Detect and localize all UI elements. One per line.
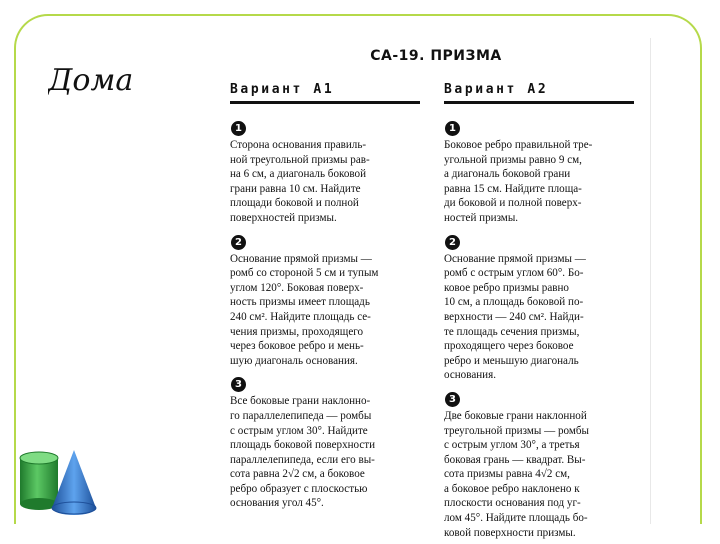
variant-a2-column [444, 82, 634, 544]
cylinder-and-cone-icon [12, 448, 112, 516]
task-text: Сторона основания правиль- ной треугольной призмы рав- на 6 см, а диагональ боковой грани равна 10 см. Найдите площади боковой и полной поверхностей призмы. [230, 139, 370, 224]
variant-a1-column [230, 82, 420, 515]
task-text: Боковое ребро правильной тре- угольной призмы равно 9 см, а диагональ боковой грани равна 15 см. Найдите площа- ди боковой и полной поверх- ностей призмы. [444, 139, 593, 224]
variant-a1-heading: Вариант А1 [230, 82, 420, 104]
task-number-badge: 1 [445, 121, 460, 136]
task-text: Основание прямой призмы — ромб со стороной 5 см и тупым углом 120°. Боковая поверх- ность призмы имеет площадь 240 см². Найдите площадь се- чения призмы, проходящего через боковое ребро и мень- шую диагональ основания. [230, 252, 379, 367]
handwritten-doma-label [48, 52, 148, 108]
task-block [230, 230, 420, 369]
task-block [230, 116, 420, 226]
task-number-badge: 2 [231, 235, 246, 250]
task-block [444, 230, 634, 383]
worksheet-page [222, 38, 650, 539]
worksheet-title: СА-19. ПРИЗМА [370, 48, 502, 64]
task-number-badge: 2 [445, 235, 460, 250]
cylinder-icon [20, 452, 58, 510]
task-text: Две боковые грани наклонной треугольной призмы — ромбы с острым углом 30°, а третья боковая грань — квадрат. Вы- сота призмы равна 4√2 см, а боковое ребро наклонено к плоскости основания под уг- лом 45°. Найдите площадь бо- ковой поверхности призмы. [444, 409, 589, 539]
task-number-badge: 1 [231, 121, 246, 136]
task-number-badge: 3 [445, 392, 460, 407]
svg-text:Дома: Дома [48, 63, 134, 98]
task-block [230, 372, 420, 511]
task-text: Все боковые грани наклонно- го параллелепипеда — ромбы с острым углом 30°. Найдите площадь боковой поверхности параллелепипеда, если его вы- сота равна 2√2 см, а боковое ребро образует с плоскостью основания угол 45°. [230, 395, 376, 510]
variant-a2-heading: Вариант А2 [444, 82, 634, 104]
cone-icon [52, 450, 96, 515]
task-number-badge: 3 [231, 377, 246, 392]
task-block [444, 387, 634, 540]
task-text: Основание прямой призмы — ромб с острым углом 60°. Бо- ковое ребро призмы равно 10 см, а площадь боковой по- верхности — 240 см². Найди- те площадь сечения призмы, проходящего через боковое ребро и меньшую диагональ основания. [444, 252, 586, 382]
task-block [444, 116, 634, 226]
